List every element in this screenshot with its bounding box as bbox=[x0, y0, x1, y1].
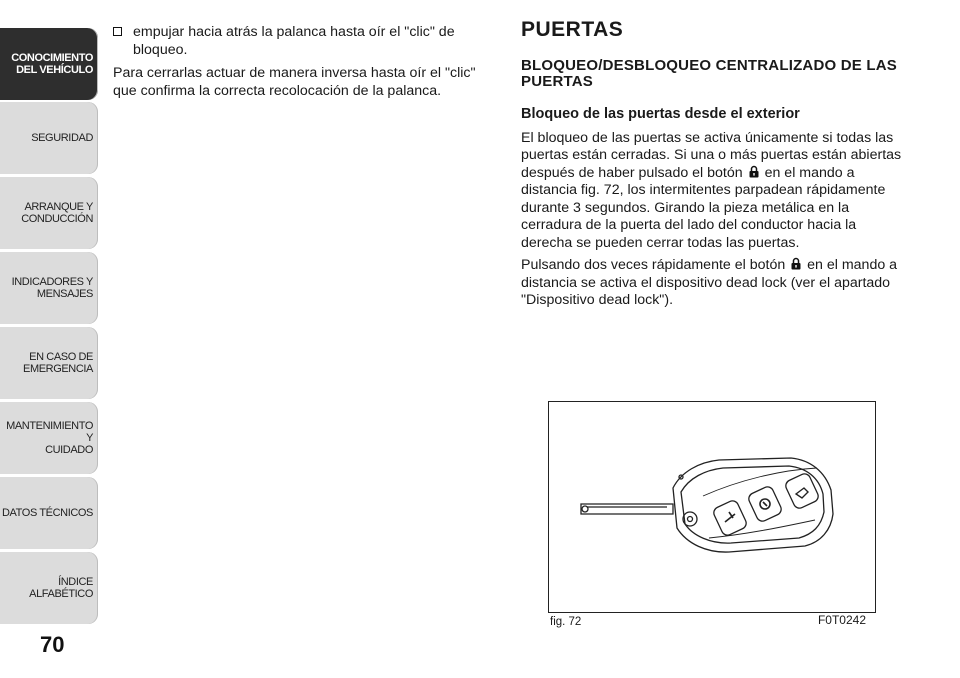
left-column bbox=[113, 24, 478, 100]
text-run: en el mando a distancia fig. 72, los intermitentes parpadean rápidamente durante 3 segundos. Girando la pieza metálica en la cerradura de la puerta del lado del conductor hacia la derecha se pueden cerrar todas las puertas. bbox=[521, 164, 886, 251]
paragraph-2 bbox=[521, 257, 911, 310]
tab-en-caso-de-emergencia[interactable] bbox=[0, 327, 98, 399]
paragraph-1 bbox=[521, 130, 911, 253]
tab-conocimiento-del-vehiculo[interactable] bbox=[0, 28, 98, 100]
text-run: en el mando a distancia se activa el dispositivo dead lock (ver el apartado "Dispositivo dead lock"). bbox=[521, 257, 898, 308]
tab-label: INDICADORES Y MENSAJES bbox=[11, 276, 93, 300]
tab-label: DATOS TÉCNICOS bbox=[2, 507, 93, 519]
tab-label: CONOCIMIENTO DEL VEHÍCULO bbox=[11, 52, 93, 76]
text-run: Pulsando dos veces rápidamente el botón bbox=[521, 257, 786, 273]
tab-label: SEGURIDAD bbox=[31, 132, 93, 144]
topic-heading: Bloqueo de las puertas desde el exterior bbox=[521, 106, 800, 122]
bullet-text: empujar hacia atrás la palanca hasta oír el "clic" de bloqueo. bbox=[133, 24, 455, 58]
tab-arranque-y-conduccion[interactable] bbox=[0, 177, 98, 249]
bullet-item bbox=[113, 24, 478, 59]
tab-indice-alfabetico[interactable] bbox=[0, 552, 98, 624]
text-run: El bloqueo de las puertas se activa únicamente si todas las puertas están cerradas. Si una o más puertas están abiertas después de haber pulsado el botón bbox=[521, 129, 902, 181]
figure-key-remote bbox=[548, 401, 876, 613]
paragraph: Para cerrarlas actuar de manera inversa hasta oír el "clic" que confirma la correcta recolocación de la palanca. bbox=[113, 65, 476, 99]
lock-icon bbox=[791, 257, 801, 270]
page-number: 70 bbox=[40, 632, 65, 657]
tab-label: ÍNDICE ALFABÉTICO bbox=[29, 576, 93, 600]
tab-mantenimiento-y-cuidado[interactable] bbox=[0, 402, 98, 474]
section-title: PUERTAS bbox=[521, 18, 624, 41]
right-column bbox=[521, 18, 911, 315]
tab-indicadores-y-mensajes[interactable] bbox=[0, 252, 98, 324]
subsection-title: BLOQUEO/DESBLOQUEO CENTRALIZADO DE LAS PUERTAS bbox=[521, 57, 897, 90]
lock-icon bbox=[749, 165, 759, 178]
tab-label: EN CASO DE EMERGENCIA bbox=[23, 351, 93, 375]
tab-label: MANTENIMIENTO Y CUIDADO bbox=[6, 420, 93, 456]
figure-number: fig. 72 bbox=[550, 616, 582, 628]
tab-datos-tecnicos[interactable] bbox=[0, 477, 98, 549]
tab-label: ARRANQUE Y CONDUCCIÓN bbox=[21, 201, 93, 225]
figure-code: F0T0242 bbox=[817, 613, 866, 627]
chapter-sidebar bbox=[0, 0, 100, 678]
checkbox-bullet-icon bbox=[113, 27, 125, 59]
tab-seguridad[interactable] bbox=[0, 102, 98, 174]
key-remote-illustration bbox=[549, 402, 875, 612]
